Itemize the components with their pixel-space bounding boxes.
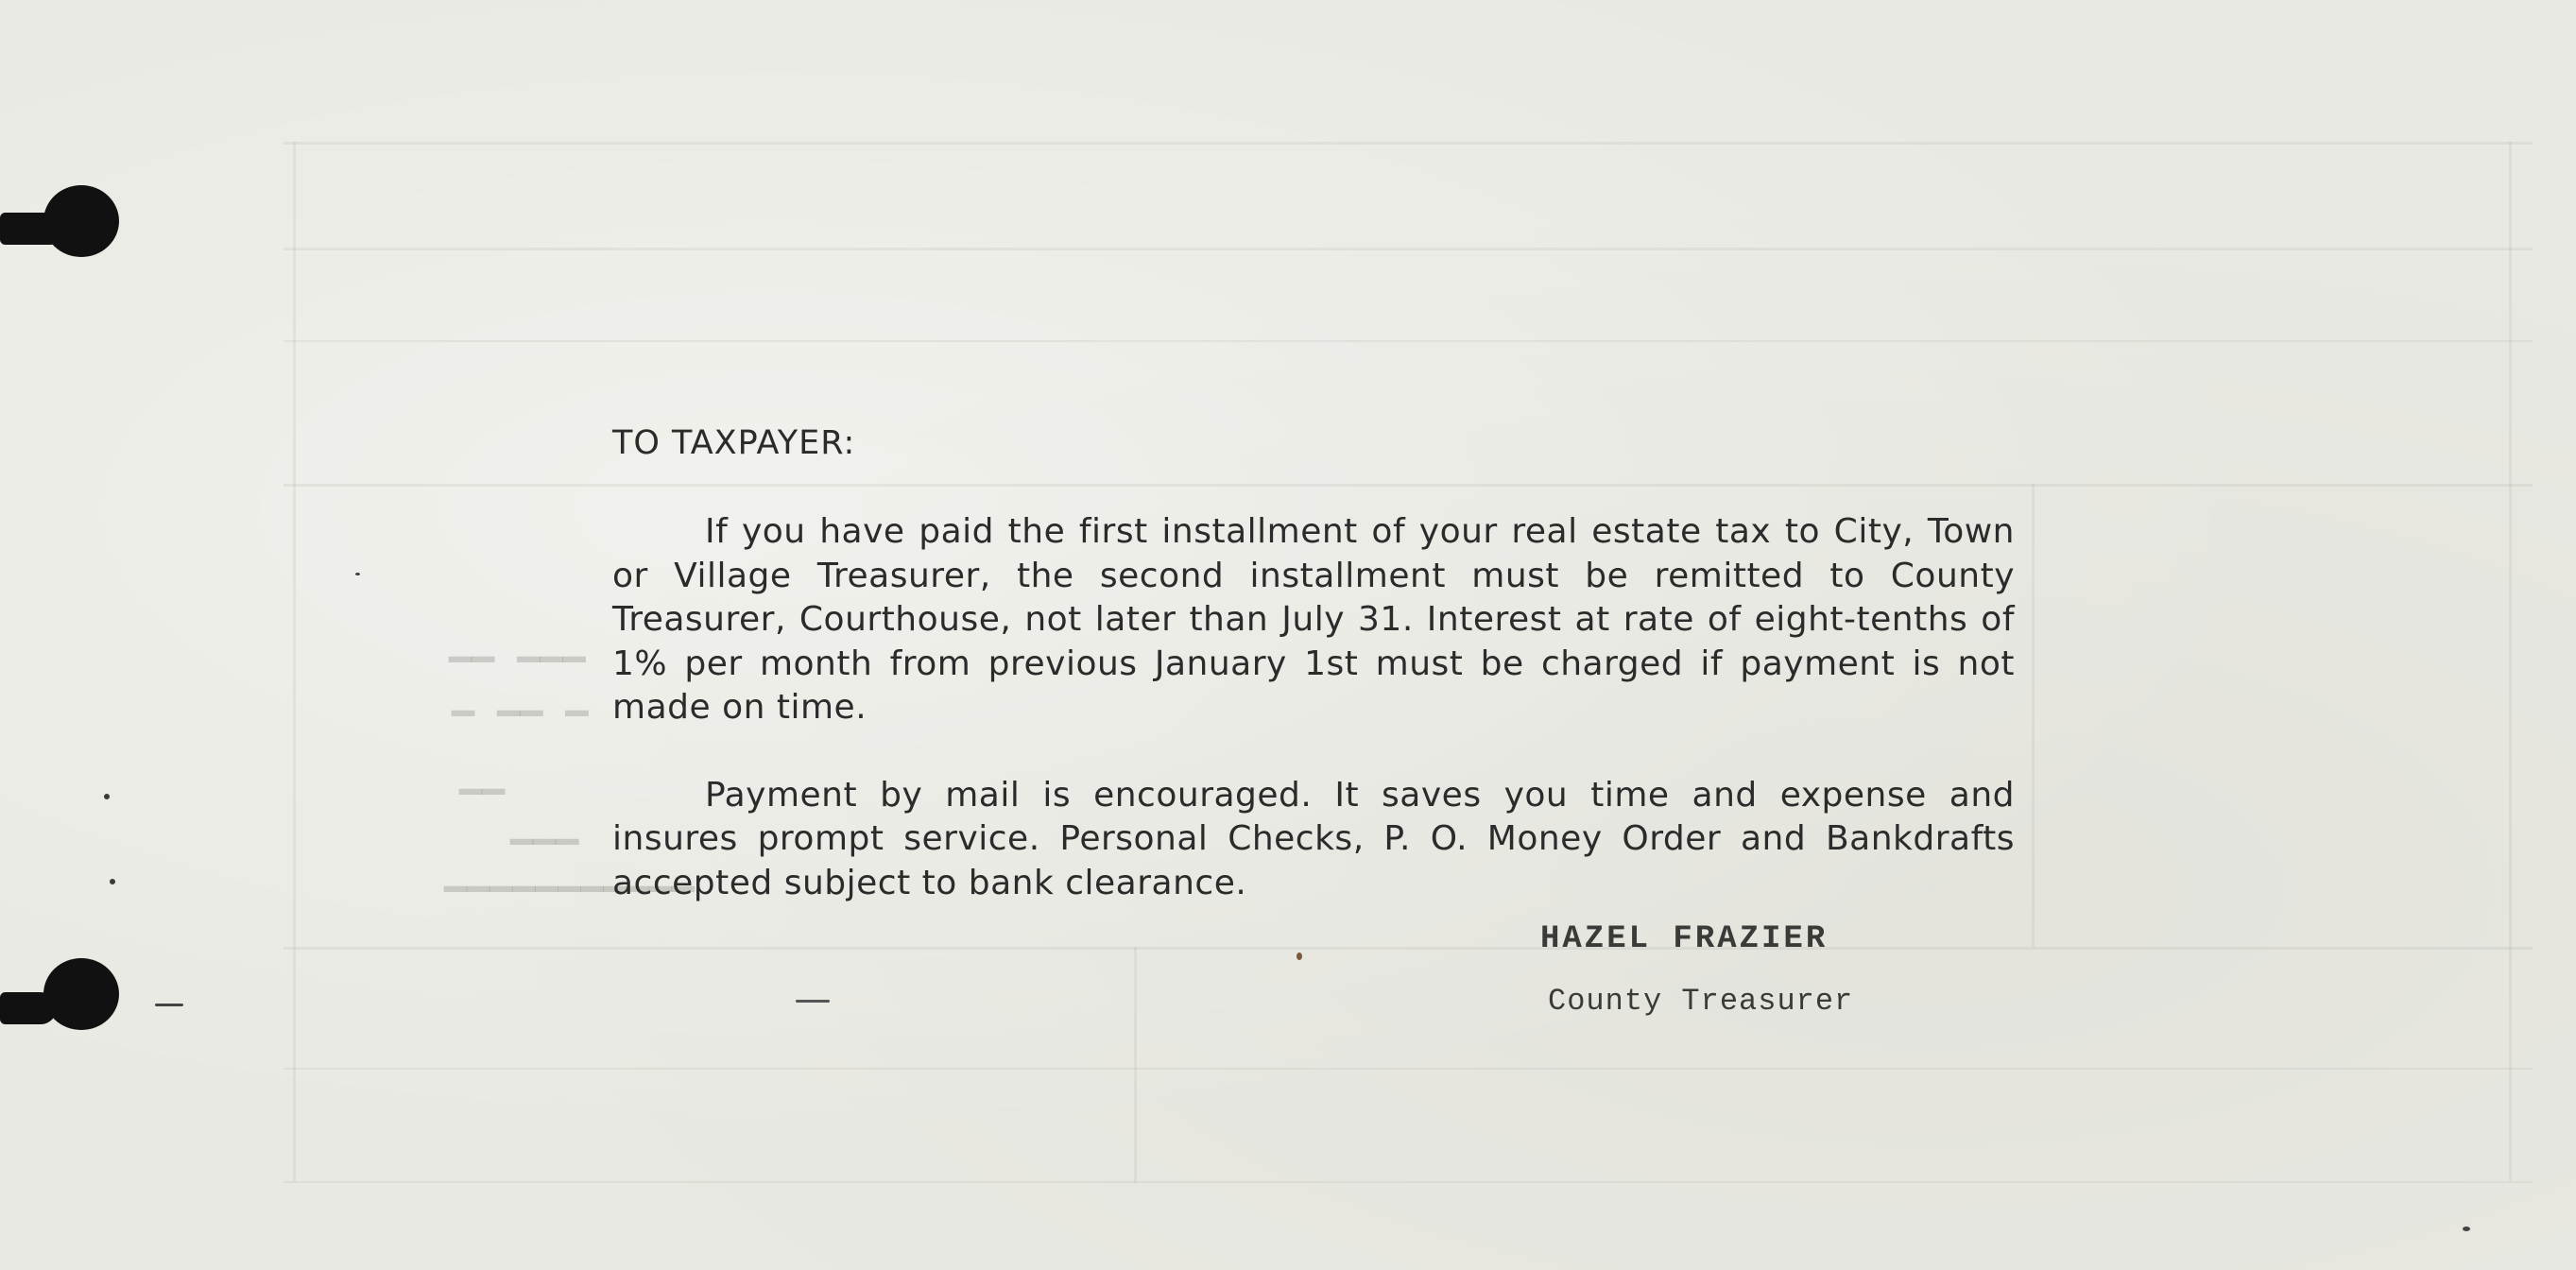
show-through-line [283,142,2533,145]
paper-speck [796,1000,830,1003]
paragraph-payment-by-mail: Payment by mail is encouraged. It saves you time and expense and insures prompt service. Personal Checks, P. O. Money Order and Bankdrafts accepted subject to bank clearance. [612,775,2015,902]
paper-speck [104,794,110,799]
punch-hole-bottom [43,958,119,1030]
paper-speck [155,1004,183,1006]
show-through-line [293,142,296,1181]
show-through-marks: ▁▁▁▁▁▁▁▁▁▁▁ [444,849,695,892]
show-through-marks: ▁▁▁ ▁▁ [449,619,586,662]
show-through-line [1134,947,1137,1183]
paper-speck [2463,1227,2470,1231]
paper-speck [1297,952,1302,960]
show-through-line [283,1068,2533,1070]
show-through-line [283,947,2533,950]
show-through-line [283,248,2533,250]
show-through-marks: ▁ ▁▁ ▁ [452,673,589,716]
signer-name: HAZEL FRAZIER [1540,921,1829,957]
paper-speck [110,879,115,884]
show-through-marks: ▁▁▁ [510,801,579,845]
signature-block [1540,918,1853,1022]
show-through-line [2509,142,2512,1181]
paragraph-installment: If you have paid the first installment of your real estate tax to City, Town or Village Treasurer, the second installment must be remitted to County Treasurer, Courthouse, not later than July 31. Interest at rate of eight-tenths of 1% per month from previous January 1st must be charged if payment is not made on time. [612,512,2015,727]
show-through-line [2032,484,2035,947]
show-through-marks: ▁▁ [459,751,506,795]
show-through-line [283,1181,2533,1183]
paper-speck [355,573,360,575]
signer-title: County Treasurer [1548,984,1854,1019]
salutation: TO TAXPAYER: [612,424,856,462]
punch-hole-top [43,185,119,257]
taxpayer-notice [612,420,2015,905]
show-through-line [283,340,2533,342]
